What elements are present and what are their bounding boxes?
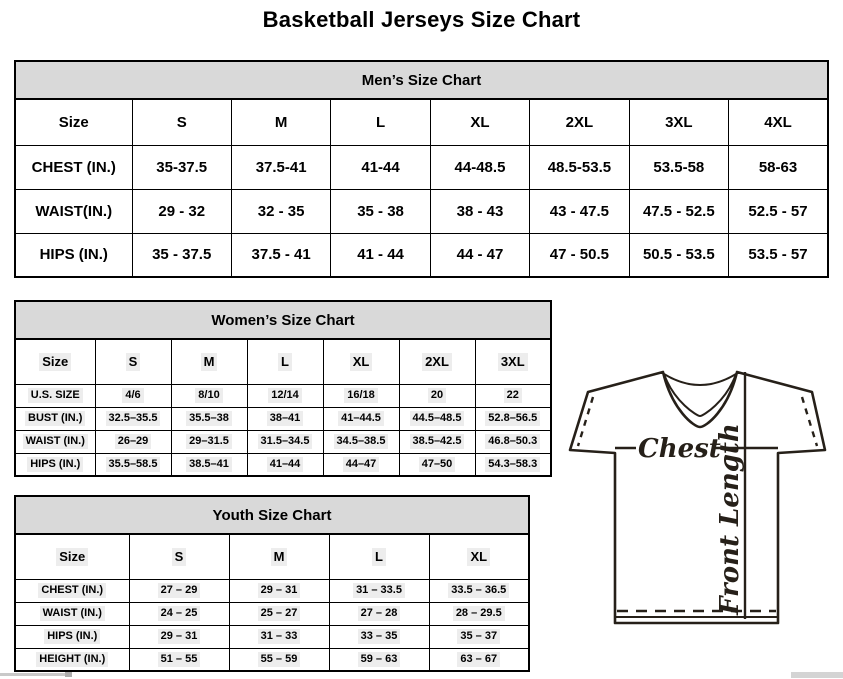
chest-label: Chest xyxy=(638,434,721,464)
size-col-header: 3XL xyxy=(629,99,728,145)
size-col-header xyxy=(475,339,551,384)
size-value-cell: 53.5-58 xyxy=(629,145,728,189)
cell-text: 44.5–48.5 xyxy=(410,411,465,426)
size-value-cell: 41-44 xyxy=(331,145,430,189)
page-title: Basketball Jerseys Size Chart xyxy=(262,7,581,32)
cell-text: BUST (IN.) xyxy=(25,411,85,426)
size-col-header: L xyxy=(331,99,430,145)
size-value-cell: 52.5 - 57 xyxy=(729,189,828,233)
table-row xyxy=(15,625,529,648)
cell-text: L xyxy=(278,353,292,371)
row-label xyxy=(15,453,95,476)
cell-text: 35.5–38 xyxy=(186,411,232,426)
horizontal-scrollbar-fragment[interactable] xyxy=(791,672,843,678)
size-value-cell xyxy=(329,625,429,648)
cell-text: 22 xyxy=(504,388,522,403)
cell-text: 29 – 31 xyxy=(158,629,201,644)
size-value-cell xyxy=(95,384,171,407)
cell-text: 47–50 xyxy=(419,457,456,472)
cell-text: 24 – 25 xyxy=(158,606,201,621)
size-value-cell xyxy=(129,602,229,625)
size-value-cell xyxy=(329,648,429,671)
size-value-cell xyxy=(247,430,323,453)
size-value-cell xyxy=(323,430,399,453)
youth-header-row xyxy=(15,534,529,579)
row-label xyxy=(15,602,129,625)
size-col-header xyxy=(171,339,247,384)
size-value-cell: 53.5 - 57 xyxy=(729,233,828,277)
cell-text: 46.8–50.3 xyxy=(485,434,540,449)
cell-text: M xyxy=(271,548,288,566)
size-value-cell xyxy=(475,384,551,407)
cell-text: S xyxy=(172,548,187,566)
size-value-cell xyxy=(329,579,429,602)
size-value-cell xyxy=(323,407,399,430)
size-value-cell: 38 - 43 xyxy=(430,189,529,233)
size-value-cell: 58-63 xyxy=(729,145,828,189)
cell-text: WAIST (IN.) xyxy=(40,606,105,621)
cell-text: 51 – 55 xyxy=(158,652,201,667)
size-value-cell xyxy=(129,625,229,648)
row-label xyxy=(15,579,129,602)
size-col-header xyxy=(15,339,95,384)
cell-text: 20 xyxy=(428,388,446,403)
cell-text: 38–41 xyxy=(267,411,304,426)
size-value-cell xyxy=(95,453,171,476)
table-row xyxy=(15,579,529,602)
table-row xyxy=(15,233,828,277)
cell-text: 4/6 xyxy=(122,388,143,403)
size-value-cell: 50.5 - 53.5 xyxy=(629,233,728,277)
size-value-cell: 44-48.5 xyxy=(430,145,529,189)
size-value-cell xyxy=(399,430,475,453)
cell-text: 26–29 xyxy=(115,434,152,449)
size-value-cell xyxy=(399,384,475,407)
size-value-cell: 29 - 32 xyxy=(132,189,231,233)
cell-text: 34.5–38.5 xyxy=(334,434,389,449)
cell-text: 33.5 – 36.5 xyxy=(448,583,509,598)
size-value-cell: 35 - 38 xyxy=(331,189,430,233)
size-value-cell xyxy=(247,407,323,430)
size-col-header xyxy=(129,534,229,579)
size-value-cell xyxy=(229,579,329,602)
cell-text: HIPS (IN.) xyxy=(44,629,100,644)
size-value-cell xyxy=(429,648,529,671)
cell-text: 54.3–58.3 xyxy=(485,457,540,472)
size-col-header: Size xyxy=(15,99,132,145)
cell-text: 44–47 xyxy=(343,457,380,472)
horizontal-scrollbar-thumb-edge[interactable] xyxy=(65,672,72,677)
size-value-cell: 35-37.5 xyxy=(132,145,231,189)
size-col-header xyxy=(95,339,171,384)
cell-text: HEIGHT (IN.) xyxy=(36,652,108,667)
cell-text: S xyxy=(126,353,141,371)
cell-text: 12/14 xyxy=(268,388,302,403)
size-col-header: 4XL xyxy=(729,99,828,145)
size-value-cell: 35 - 37.5 xyxy=(132,233,231,277)
size-col-header xyxy=(247,339,323,384)
size-value-cell xyxy=(329,602,429,625)
size-value-cell xyxy=(229,648,329,671)
size-value-cell xyxy=(229,625,329,648)
cell-text: 38.5–41 xyxy=(186,457,232,472)
cell-text: Size xyxy=(56,548,88,566)
front-length-label: Front Length xyxy=(715,423,745,615)
size-value-cell: 32 - 35 xyxy=(231,189,330,233)
table-row xyxy=(15,602,529,625)
size-value-cell: 48.5-53.5 xyxy=(530,145,629,189)
size-value-cell xyxy=(171,430,247,453)
size-value-cell: 37.5 - 41 xyxy=(231,233,330,277)
cell-text: 33 – 35 xyxy=(358,629,401,644)
size-value-cell xyxy=(95,407,171,430)
row-label: HIPS (IN.) xyxy=(15,233,132,277)
cell-text: 55 – 59 xyxy=(258,652,301,667)
cell-text: XL xyxy=(467,548,490,566)
size-value-cell xyxy=(399,407,475,430)
size-col-header xyxy=(429,534,529,579)
cell-text: 3XL xyxy=(498,353,528,371)
size-value-cell xyxy=(247,384,323,407)
size-value-cell xyxy=(171,453,247,476)
cell-text: 35 – 37 xyxy=(457,629,500,644)
cell-text: 31 – 33 xyxy=(258,629,301,644)
cell-text: 8/10 xyxy=(195,388,222,403)
table-row xyxy=(15,407,551,430)
youth-size-table xyxy=(14,495,530,672)
size-value-cell xyxy=(247,453,323,476)
size-value-cell: 43 - 47.5 xyxy=(530,189,629,233)
womens-header-row xyxy=(15,339,551,384)
size-value-cell: 44 - 47 xyxy=(430,233,529,277)
size-col-header xyxy=(229,534,329,579)
size-value-cell xyxy=(399,453,475,476)
cell-text: XL xyxy=(350,353,373,371)
cell-text: CHEST (IN.) xyxy=(38,583,106,598)
row-label xyxy=(15,407,95,430)
cell-text: 25 – 27 xyxy=(258,606,301,621)
size-value-cell xyxy=(171,407,247,430)
youth-table-title: Youth Size Chart xyxy=(15,496,529,534)
cell-text: L xyxy=(372,548,386,566)
womens-size-table xyxy=(14,300,552,477)
size-value-cell xyxy=(129,648,229,671)
cell-text: 16/18 xyxy=(344,388,378,403)
table-row xyxy=(15,453,551,476)
size-col-header xyxy=(399,339,475,384)
size-col-header: 2XL xyxy=(530,99,629,145)
cell-text: 41–44.5 xyxy=(338,411,384,426)
cell-text: 29–31.5 xyxy=(186,434,232,449)
size-value-cell: 41 - 44 xyxy=(331,233,430,277)
cell-text: M xyxy=(201,353,218,371)
size-value-cell xyxy=(129,579,229,602)
table-row xyxy=(15,189,828,233)
womens-table-title: Women’s Size Chart xyxy=(15,301,551,339)
cell-text: 31.5–34.5 xyxy=(258,434,313,449)
row-label xyxy=(15,430,95,453)
size-value-cell: 37.5-41 xyxy=(231,145,330,189)
size-value-cell xyxy=(475,430,551,453)
cell-text: 2XL xyxy=(422,353,452,371)
row-label xyxy=(15,384,95,407)
size-value-cell xyxy=(171,384,247,407)
jersey-measurement-diagram xyxy=(560,362,835,634)
size-value-cell xyxy=(323,453,399,476)
cell-text: 59 – 63 xyxy=(358,652,401,667)
cell-text: U.S. SIZE xyxy=(28,388,83,403)
cell-text: 29 – 31 xyxy=(258,583,301,598)
cell-text: HIPS (IN.) xyxy=(27,457,83,472)
size-value-cell xyxy=(429,625,529,648)
size-value-cell: 47.5 - 52.5 xyxy=(629,189,728,233)
cell-text: 38.5–42.5 xyxy=(410,434,465,449)
collar-arc xyxy=(664,374,736,385)
table-row xyxy=(15,384,551,407)
size-col-header: S xyxy=(132,99,231,145)
cell-text: 63 – 67 xyxy=(457,652,500,667)
horizontal-scrollbar-track[interactable] xyxy=(0,673,71,676)
cell-text: 35.5–58.5 xyxy=(106,457,161,472)
size-col-header: M xyxy=(231,99,330,145)
cell-text: 52.8–56.5 xyxy=(485,411,540,426)
size-col-header xyxy=(323,339,399,384)
cell-text: 32.5–35.5 xyxy=(106,411,161,426)
row-label xyxy=(15,625,129,648)
size-col-header: XL xyxy=(430,99,529,145)
row-label: WAIST(IN.) xyxy=(15,189,132,233)
row-label: CHEST (IN.) xyxy=(15,145,132,189)
size-value-cell xyxy=(475,407,551,430)
mens-header-row xyxy=(15,99,828,145)
size-col-header xyxy=(329,534,429,579)
size-value-cell xyxy=(229,602,329,625)
table-row xyxy=(15,430,551,453)
mens-size-table xyxy=(14,60,829,278)
size-value-cell xyxy=(429,602,529,625)
jersey-outline xyxy=(570,372,825,623)
cell-text: 28 – 29.5 xyxy=(453,606,505,621)
cell-text: 27 – 29 xyxy=(158,583,201,598)
cell-text: 27 – 28 xyxy=(358,606,401,621)
size-col-header xyxy=(15,534,129,579)
cell-text: 31 – 33.5 xyxy=(353,583,405,598)
cell-text: Size xyxy=(39,353,71,371)
table-row xyxy=(15,145,828,189)
cell-text: 41–44 xyxy=(267,457,304,472)
size-value-cell: 47 - 50.5 xyxy=(530,233,629,277)
cell-text: WAIST (IN.) xyxy=(23,434,88,449)
size-value-cell xyxy=(95,430,171,453)
mens-table-title: Men’s Size Chart xyxy=(15,61,828,99)
size-value-cell xyxy=(475,453,551,476)
size-value-cell xyxy=(323,384,399,407)
size-value-cell xyxy=(429,579,529,602)
row-label xyxy=(15,648,129,671)
table-row xyxy=(15,648,529,671)
